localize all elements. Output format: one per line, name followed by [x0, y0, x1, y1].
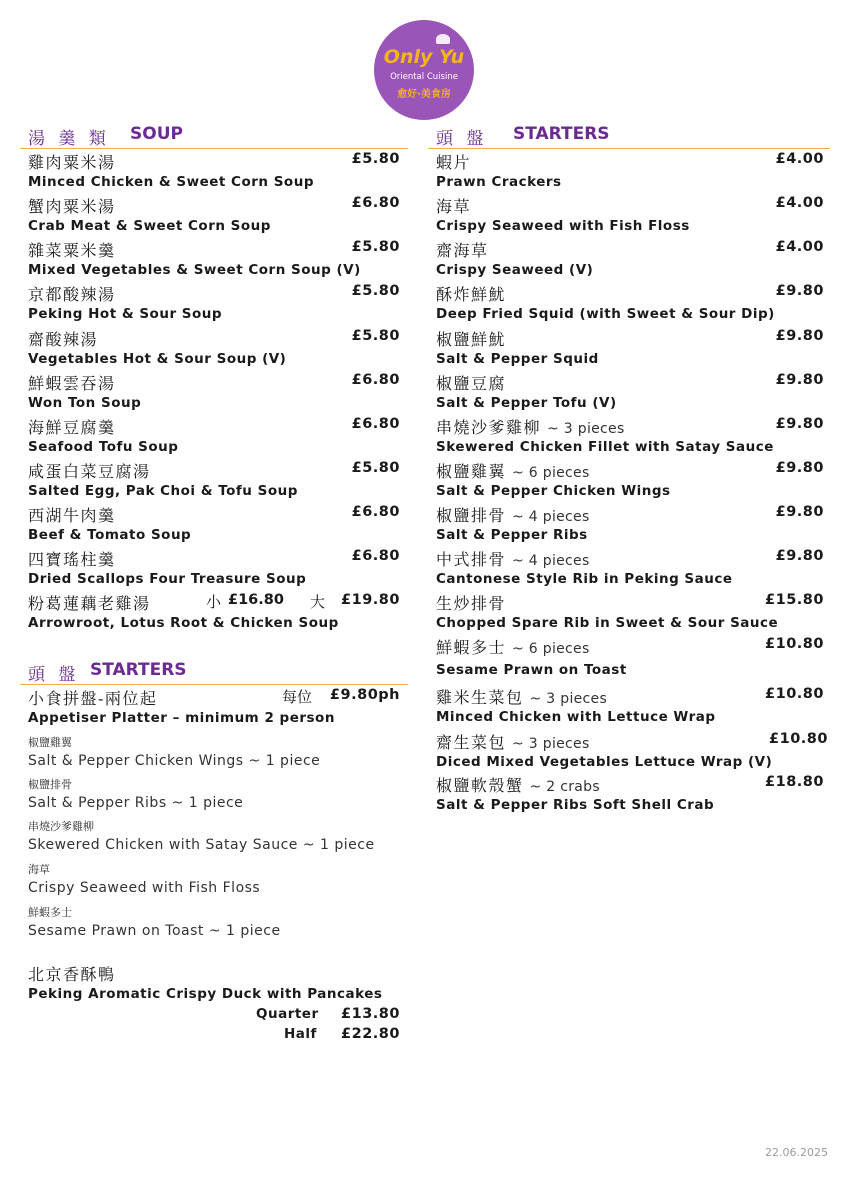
menu-item-note: ~ 6 pieces — [512, 465, 590, 481]
platter-price: £9.80ph — [329, 687, 400, 703]
menu-item — [436, 635, 824, 657]
menu-item — [28, 327, 400, 349]
menu-item-zh-text: 椒鹽軟殼蟹 — [436, 776, 524, 795]
menu-item-zh — [436, 238, 489, 261]
menu-item-price: £10.80 — [769, 731, 828, 747]
menu-item-price: £9.80 — [775, 372, 824, 388]
menu-item-en: Won Ton Soup — [28, 395, 142, 411]
menu-item-en: Dried Scallops Four Treasure Soup — [28, 571, 307, 587]
menu-item-price: £9.80 — [775, 416, 824, 432]
menu-item-en: Skewered Chicken Fillet with Satay Sauce — [436, 439, 774, 455]
menu-item-en: Crab Meat & Sweet Corn Soup — [28, 218, 271, 234]
menu-item-zh-text: 齋生菜包 — [436, 733, 507, 752]
menu-item-zh-text: 生炒排骨 — [436, 594, 507, 613]
menu-item-zh: 海鮮豆腐羹 — [28, 418, 116, 437]
menu-item-price: £10.80 — [765, 686, 824, 702]
starters-right-heading — [428, 124, 830, 149]
chef-hat-icon — [436, 34, 450, 44]
menu-item-zh — [436, 591, 506, 614]
menu-item-en: Diced Mixed Vegetables Lettuce Wrap (V) — [436, 754, 773, 770]
platter-item-zh: 海草 — [28, 863, 50, 876]
menu-item-zh-text: 中式排骨 — [436, 550, 507, 569]
menu-item — [28, 282, 400, 304]
menu-item — [28, 415, 400, 437]
menu-item-zh: 雜菜粟米羹 — [28, 241, 116, 260]
menu-item — [436, 685, 824, 707]
menu-item-price: £5.80 — [351, 283, 400, 299]
duck-row — [28, 962, 400, 984]
menu-item-price: £6.80 — [351, 504, 400, 520]
menu-item-zh — [436, 547, 590, 570]
menu-item-zh — [436, 503, 590, 526]
menu-item-price: £6.80 — [351, 416, 400, 432]
menu-item-en: Prawn Crackers — [436, 174, 562, 190]
menu-item-price: £9.80 — [775, 460, 824, 476]
menu-item-zh-text: 椒鹽豆腐 — [436, 374, 507, 393]
menu-item — [28, 503, 400, 525]
soup-heading-en: SOUP — [130, 124, 183, 144]
menu-item-zh: 京都酸辣湯 — [28, 285, 116, 304]
menu-item-en: Salt & Pepper Squid — [436, 351, 599, 367]
menu-item-zh: 鮮蝦雲吞湯 — [28, 374, 116, 393]
menu-item-zh: 北京香酥鴨 — [28, 965, 116, 984]
starters-heading-zh: 頭 盤 — [436, 129, 488, 149]
menu-item-en: Sesame Prawn on Toast — [436, 662, 627, 678]
soup-heading-zh: 湯 羹 類 — [28, 129, 110, 149]
platter-item-en: Skewered Chicken with Satay Sauce ~ 1 piece — [28, 837, 375, 853]
platter-row — [28, 686, 400, 708]
menu-item-zh — [436, 150, 471, 173]
menu-item-zh — [436, 194, 471, 217]
menu-item-en: Vegetables Hot & Sour Soup (V) — [28, 351, 287, 367]
quarter-price: £13.80 — [341, 1006, 400, 1022]
menu-item-price: £18.80 — [765, 774, 824, 790]
menu-item-en: Crispy Seaweed (V) — [436, 262, 594, 278]
menu-item-price: £9.80 — [775, 548, 824, 564]
menu-item-zh-text: 椒鹽雞翼 — [436, 462, 507, 481]
menu-item — [436, 371, 824, 393]
platter-item-en: Salt & Pepper Chicken Wings ~ 1 piece — [28, 753, 321, 769]
half-price: £22.80 — [341, 1026, 400, 1042]
menu-item-en: Cantonese Style Rib in Peking Sauce — [436, 571, 733, 587]
menu-item-en: Crispy Seaweed with Fish Floss — [436, 218, 690, 234]
menu-item-price: £4.00 — [775, 151, 824, 167]
starters-heading-en: STARTERS — [513, 124, 610, 144]
menu-item-note: ~ 4 pieces — [512, 553, 590, 569]
small-label: 小 — [206, 593, 222, 611]
menu-item — [436, 238, 824, 260]
menu-item-en: Deep Fried Squid (with Sweet & Sour Dip) — [436, 306, 775, 322]
menu-item-zh: 粉葛蓮藕老雞湯 — [28, 594, 151, 613]
menu-item-en: Salt & Pepper Chicken Wings — [436, 483, 671, 499]
menu-item-zh — [436, 635, 590, 658]
platter-item-en: Crispy Seaweed with Fish Floss — [28, 880, 261, 896]
menu-item — [436, 327, 824, 349]
menu-item-en: Peking Hot & Sour Soup — [28, 306, 223, 322]
menu-item-zh-text: 鮮蝦多士 — [436, 638, 507, 657]
menu-item — [436, 591, 824, 613]
menu-item — [28, 459, 400, 481]
menu-item-en: Appetiser Platter – minimum 2 person — [28, 710, 335, 726]
menu-item-zh: 四寶瑤柱羹 — [28, 550, 116, 569]
starters-left-heading — [20, 660, 408, 685]
menu-item-zh — [436, 730, 590, 753]
menu-item-zh — [436, 282, 506, 305]
menu-item-price: £5.80 — [351, 239, 400, 255]
menu-item — [28, 371, 400, 393]
large-price: £19.80 — [341, 592, 400, 608]
menu-item-zh: 齋酸辣湯 — [28, 330, 99, 349]
menu-item-zh: 咸蛋白菜豆腐湯 — [28, 462, 151, 481]
menu-item-en: Minced Chicken & Sweet Corn Soup — [28, 174, 314, 190]
platter-item-zh: 椒鹽雞翼 — [28, 736, 72, 749]
menu-item-en: Arrowroot, Lotus Root & Chicken Soup — [28, 615, 339, 631]
quarter-label: Quarter — [256, 1006, 319, 1022]
menu-item-zh — [436, 685, 607, 708]
menu-item-price: £6.80 — [351, 195, 400, 211]
menu-item-zh-text: 齋海草 — [436, 241, 489, 260]
platter-item-en: Sesame Prawn on Toast ~ 1 piece — [28, 923, 281, 939]
menu-item — [28, 150, 400, 172]
menu-item — [436, 282, 824, 304]
menu-item-en: Chopped Spare Rib in Sweet & Sour Sauce — [436, 615, 779, 631]
menu-item-en: Salted Egg, Pak Choi & Tofu Soup — [28, 483, 298, 499]
menu-item-zh: 蟹肉粟米湯 — [28, 197, 116, 216]
menu-item-zh — [436, 327, 506, 350]
soup-item-large-small — [28, 591, 400, 613]
menu-item-note: ~ 3 pieces — [529, 691, 608, 707]
small-price: £16.80 — [228, 592, 284, 608]
menu-item — [28, 547, 400, 569]
half-label: Half — [284, 1026, 317, 1042]
starters-heading-en: STARTERS — [90, 660, 187, 680]
platter-item-zh: 串燒沙爹雞柳 — [28, 820, 94, 833]
menu-item-price: £6.80 — [351, 548, 400, 564]
menu-item-zh-text: 蝦片 — [436, 153, 472, 172]
menu-item-price: £5.80 — [351, 151, 400, 167]
platter-item-en: Salt & Pepper Ribs ~ 1 piece — [28, 795, 244, 811]
large-label: 大 — [310, 593, 326, 611]
menu-item-price: £10.80 — [765, 636, 824, 652]
menu-item-zh — [436, 371, 506, 394]
menu-item-en: Beef & Tomato Soup — [28, 527, 192, 543]
menu-item-zh-text: 酥炸鮮魷 — [436, 285, 507, 304]
menu-item-zh: 雞肉粟米湯 — [28, 153, 116, 172]
menu-item-zh — [436, 773, 600, 796]
menu-item-zh-text: 海草 — [436, 197, 472, 216]
menu-item — [436, 503, 824, 525]
logo-chinese: 愈好·美食房 — [397, 89, 451, 100]
menu-item — [28, 238, 400, 260]
menu-item-en: Salt & Pepper Ribs — [436, 527, 588, 543]
menu-item-zh-text: 雞米生菜包 — [436, 688, 524, 707]
platter-item-zh: 鮮蝦多士 — [28, 906, 72, 919]
menu-item — [436, 773, 824, 795]
menu-item — [436, 415, 824, 437]
menu-item-zh: 西湖牛肉羹 — [28, 506, 116, 525]
menu-item-en: Minced Chicken with Lettuce Wrap — [436, 709, 716, 725]
menu-item — [436, 459, 824, 481]
starters-heading-zh: 頭 盤 — [28, 665, 80, 685]
menu-item-note: ~ 2 crabs — [529, 779, 600, 795]
menu-item-price: £5.80 — [351, 328, 400, 344]
menu-item-price: £9.80 — [775, 328, 824, 344]
menu-item-zh — [436, 415, 625, 438]
menu-item-price: £15.80 — [765, 592, 824, 608]
restaurant-logo — [374, 20, 474, 120]
menu-item-note: ~ 4 pieces — [512, 509, 590, 525]
menu-item-en: Peking Aromatic Crispy Duck with Pancakes — [28, 986, 383, 1002]
menu-item-zh: 小食拼盤-兩位起 — [28, 689, 158, 708]
menu-item — [436, 150, 824, 172]
logo-subtitle: Oriental Cuisine — [390, 72, 458, 82]
soup-heading — [20, 124, 408, 149]
menu-date: 22.06.2025 — [765, 1146, 828, 1159]
menu-item-price: £9.80 — [775, 504, 824, 520]
menu-item-note: ~ 3 pieces — [512, 736, 590, 752]
menu-item — [436, 547, 824, 569]
menu-item-en: Salt & Pepper Tofu (V) — [436, 395, 617, 411]
per-person-label: 每位 — [282, 688, 313, 706]
menu-item-note: ~ 3 pieces — [547, 421, 625, 437]
menu-item — [28, 194, 400, 216]
menu-item-price: £6.80 — [351, 372, 400, 388]
menu-item-price: £5.80 — [351, 460, 400, 476]
menu-item-en: Mixed Vegetables & Sweet Corn Soup (V) — [28, 262, 361, 278]
menu-item-price: £4.00 — [775, 239, 824, 255]
platter-item-zh: 椒鹽排骨 — [28, 778, 72, 791]
menu-item-zh — [436, 459, 590, 482]
menu-item — [436, 194, 824, 216]
menu-item-price: £4.00 — [775, 195, 824, 211]
menu-item-price: £9.80 — [775, 283, 824, 299]
menu-item-en: Seafood Tofu Soup — [28, 439, 179, 455]
menu-item-en: Salt & Pepper Ribs Soft Shell Crab — [436, 797, 715, 813]
menu-item-note: ~ 6 pieces — [512, 641, 590, 657]
logo-name: Only Yu — [383, 46, 465, 68]
menu-item-zh-text: 椒鹽排骨 — [436, 506, 507, 525]
menu-item — [436, 730, 828, 752]
menu-item-zh-text: 串燒沙爹雞柳 — [436, 418, 542, 437]
menu-item-zh-text: 椒鹽鮮魷 — [436, 330, 507, 349]
